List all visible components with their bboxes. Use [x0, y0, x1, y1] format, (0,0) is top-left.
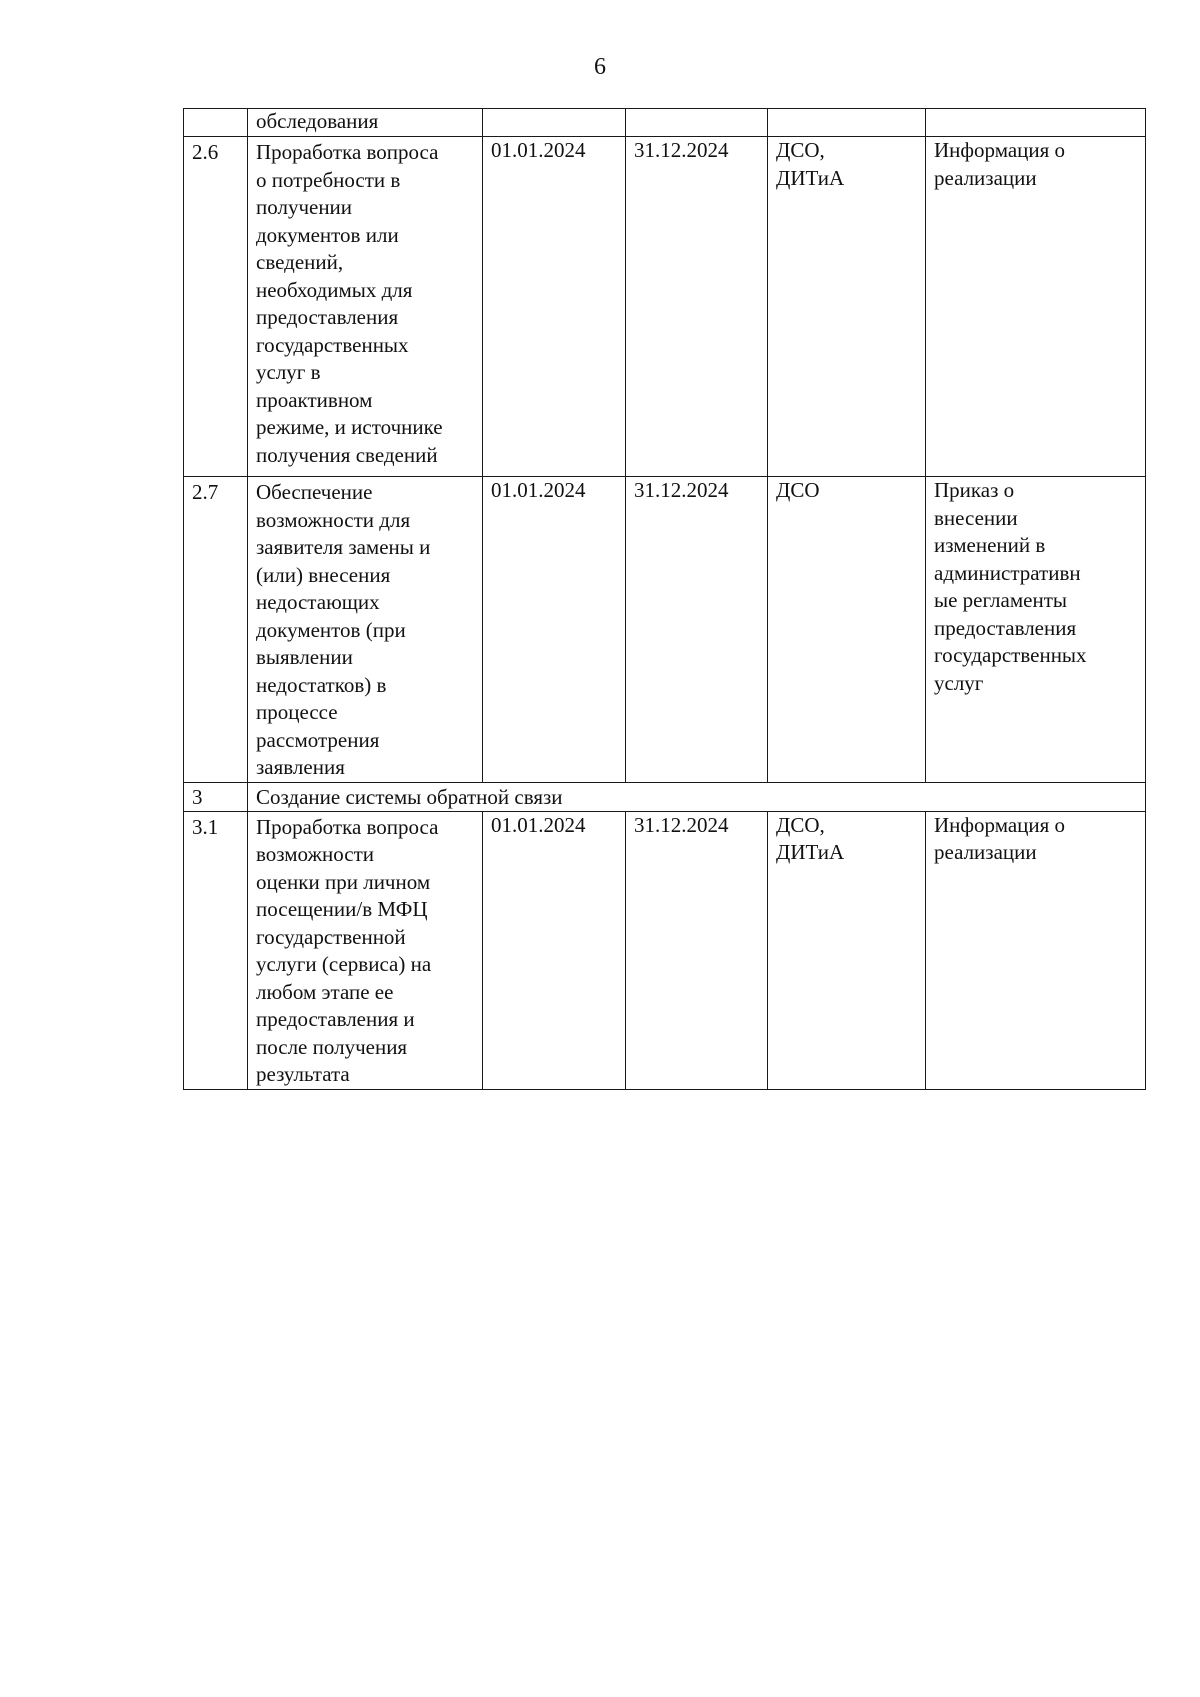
cell-responsible: [768, 811, 926, 1089]
cell-name-line: получения сведений: [256, 442, 438, 467]
cell-result-line: внесении: [934, 505, 1018, 530]
cell-name-line: документов или: [256, 222, 399, 247]
cell-name-line: Обеспечение: [256, 480, 373, 504]
cell-start-date: 01.01.2024: [483, 137, 626, 477]
cell-responsible-line: ДСО: [776, 478, 820, 502]
cell-name-line: возможности: [256, 842, 375, 866]
cell-num: 3.1: [184, 811, 248, 1089]
cell-name-line: государственной: [256, 924, 406, 949]
cell-name-line: обследования: [256, 109, 379, 133]
cell-name-line: предоставления и: [256, 1007, 415, 1031]
cell-name-line: получении: [256, 195, 353, 219]
cell-result-line: предоставления: [934, 615, 1077, 640]
cell-end-date: [626, 109, 768, 137]
cell-name-line: необходимых для: [256, 277, 413, 302]
cell-result-line: государственных: [934, 643, 1087, 667]
cell-name-line: услуги (сервиса) на: [256, 952, 432, 976]
cell-name: [248, 811, 483, 1089]
cell-result-line: реализации: [934, 840, 1037, 864]
cell-responsible: [768, 109, 926, 137]
table-row-continuation: [184, 109, 1146, 137]
cell-result-line: Информация о: [934, 138, 1066, 162]
action-plan-table: [183, 108, 1146, 1090]
cell-result-line: реализации: [934, 165, 1037, 190]
cell-name-line: оценки при личном: [256, 869, 431, 894]
cell-name-line: предоставления: [256, 305, 399, 329]
cell-result-line: ые регламенты: [934, 588, 1067, 612]
table-row: [184, 477, 1146, 783]
cell-result: [926, 137, 1146, 477]
cell-end-date: 31.12.2024: [626, 811, 768, 1089]
cell-responsible-line: ДСО,: [776, 812, 825, 837]
cell-name-line: заявления: [256, 755, 345, 779]
cell-end-date: 31.12.2024: [626, 477, 768, 783]
cell-result: [926, 811, 1146, 1089]
page-number: 6: [594, 54, 606, 80]
cell-end-date: 31.12.2024: [626, 137, 768, 477]
cell-name-line: Проработка вопроса: [256, 140, 439, 164]
cell-num: 3: [184, 782, 248, 811]
cell-responsible: [768, 137, 926, 477]
cell-name-line: после получения: [256, 1034, 408, 1059]
cell-name-line: недостающих: [256, 590, 380, 614]
cell-name: [248, 477, 483, 783]
cell-name-line: заявителя замены и: [256, 535, 431, 559]
cell-result-line: услуг: [934, 670, 984, 695]
cell-name-line: возможности для: [256, 507, 411, 532]
cell-result: [926, 109, 1146, 137]
cell-name-line: Проработка вопроса: [256, 814, 439, 839]
section-title: Создание системы обратной связи: [248, 782, 1146, 811]
table-row: [184, 137, 1146, 477]
cell-name-line: рассмотрения: [256, 727, 380, 752]
cell-result-line: изменений в: [934, 533, 1046, 557]
cell-num: 2.6: [184, 137, 248, 477]
cell-num: [184, 109, 248, 137]
cell-responsible-line: ДСО,: [776, 138, 825, 162]
cell-start-date: 01.01.2024: [483, 477, 626, 783]
cell-name-line: сведений,: [256, 250, 344, 274]
cell-start-date: 01.01.2024: [483, 811, 626, 1089]
table-section-row: [184, 782, 1146, 811]
cell-responsible-line: ДИТиА: [776, 840, 845, 864]
cell-name-line: проактивном: [256, 387, 373, 412]
cell-result-line: Приказ о: [934, 478, 1015, 502]
cell-responsible-line: ДИТиА: [776, 165, 845, 190]
cell-name: [248, 109, 483, 137]
cell-name-line: государственных: [256, 332, 409, 357]
cell-name-line: (или) внесения: [256, 562, 391, 587]
cell-result: [926, 477, 1146, 783]
cell-name-line: недостатков) в: [256, 672, 387, 697]
cell-name-line: результата: [256, 1062, 350, 1086]
cell-name-line: режиме, и источнике: [256, 415, 443, 439]
cell-start-date: [483, 109, 626, 137]
cell-name-line: любом этапе ее: [256, 979, 394, 1004]
cell-name-line: документов (при: [256, 617, 406, 642]
cell-name: [248, 137, 483, 477]
cell-responsible: [768, 477, 926, 783]
cell-result-line: Информация о: [934, 812, 1066, 837]
cell-result-line: административн: [934, 560, 1081, 585]
cell-name-line: о потребности в: [256, 167, 401, 192]
cell-name-line: посещении/в МФЦ: [256, 897, 428, 921]
table-row: [184, 811, 1146, 1089]
cell-name-line: услуг в: [256, 360, 321, 384]
cell-name-line: процессе: [256, 700, 338, 724]
cell-num: 2.7: [184, 477, 248, 783]
cell-name-line: выявлении: [256, 645, 353, 669]
